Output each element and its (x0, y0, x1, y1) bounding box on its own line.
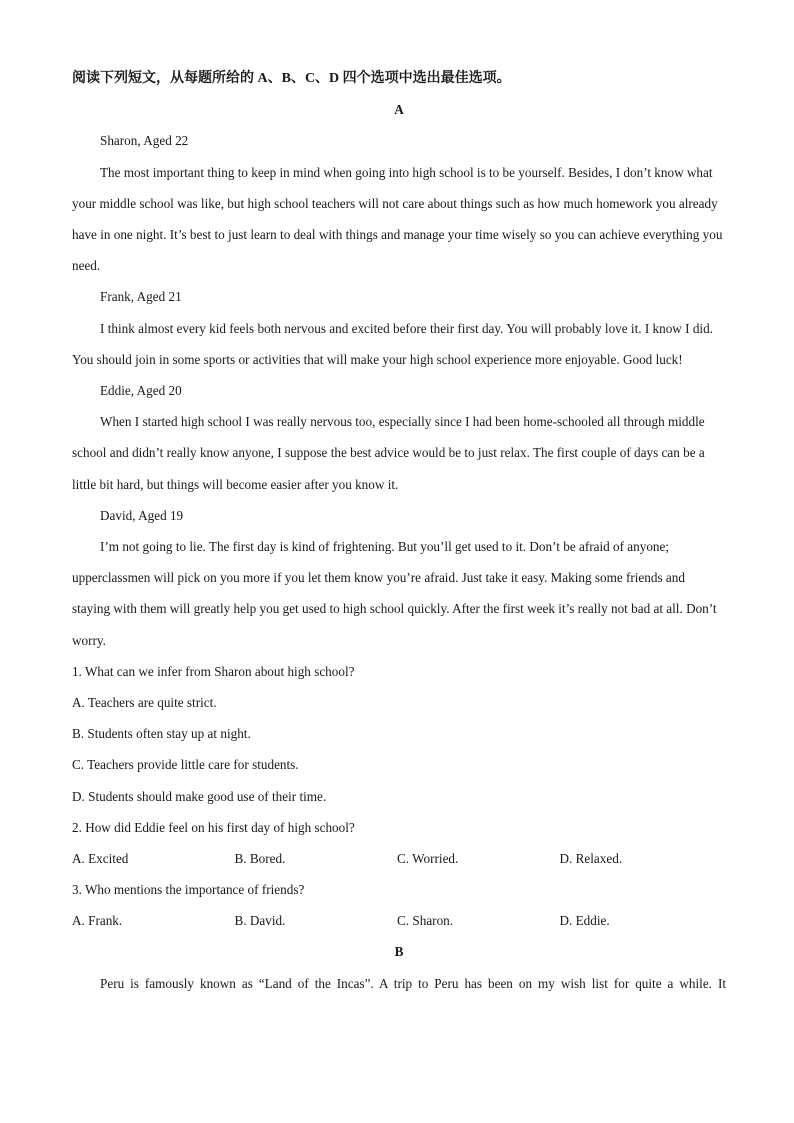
question-option: C. Sharon. (397, 913, 454, 929)
speaker-name: David, Aged 19 (100, 507, 184, 523)
question-stem: 3. Who mentions the importance of friends? (72, 882, 305, 898)
question-option: B. Students often stay up at night. (72, 726, 251, 742)
section-b-text: Peru is famously known as “Land of the Incas”. A trip to Peru has been on my wish list for quite a while. It (100, 975, 726, 991)
section-a-heading: A (394, 102, 404, 118)
speaker-text: I’m not going to lie. The first day is kind of frightening. But you’ll get used to it. Don’t be afraid of anyone; upperclassmen will pick on you more if you let them know you’re afraid. Just take it easy. Making some friends and staying with them will greatly help you get used to high school quickly. After the first week it’s really not bad at all. Don’t worry. (72, 538, 717, 648)
question-option: D. Students should make good use of their time. (72, 788, 327, 804)
section-b-heading: B (394, 944, 404, 960)
question-stem: 1. What can we infer from Sharon about high school? (72, 663, 355, 679)
options-row (72, 905, 726, 936)
speaker-name: Eddie, Aged 20 (100, 382, 182, 398)
speaker-text: I think almost every kid feels both nervous and excited before their first day. You will probably love it. I know I did. You should join in some sports or activities that will make your high school experience more enjoyable. Good luck! (72, 320, 713, 367)
question-option: A. Frank. (72, 913, 123, 929)
question-option: B. David. (234, 913, 286, 929)
question-option: B. Bored. (234, 850, 286, 866)
options-row (72, 843, 726, 874)
question-option: C. Teachers provide little care for students. (72, 757, 299, 773)
speaker-text: The most important thing to keep in mind when going into high school is to be yourself. Besides, I don’t know what your middle school was like, but high school teachers will not care about things such as how much homework you already have in one night. It’s best to just learn to deal with things and manage your time wisely so you can achieve everything you need. (72, 164, 723, 274)
question-option: C. Worried. (397, 850, 459, 866)
speaker-text: When I started high school I was really nervous too, especially since I had been home-schooled all through middle school and didn’t really know anyone, I suppose the best advice would be to just relax. The first couple of days can be a little bit hard, but things will become easier after you know it. (72, 414, 705, 492)
exam-page (72, 63, 726, 999)
instruction: 阅读下列短文，从每题所给的 A、B、C、D 四个选项中选出最佳选项。 (72, 71, 511, 86)
speaker-name: Frank, Aged 21 (100, 289, 182, 305)
question-option: D. Relaxed. (559, 850, 623, 866)
question-option: D. Eddie. (559, 913, 610, 929)
speaker-name: Sharon, Aged 22 (100, 133, 189, 149)
question-option: A. Excited (72, 850, 129, 866)
question-stem: 2. How did Eddie feel on his first day of high school? (72, 819, 355, 835)
question-option: A. Teachers are quite strict. (72, 694, 217, 710)
